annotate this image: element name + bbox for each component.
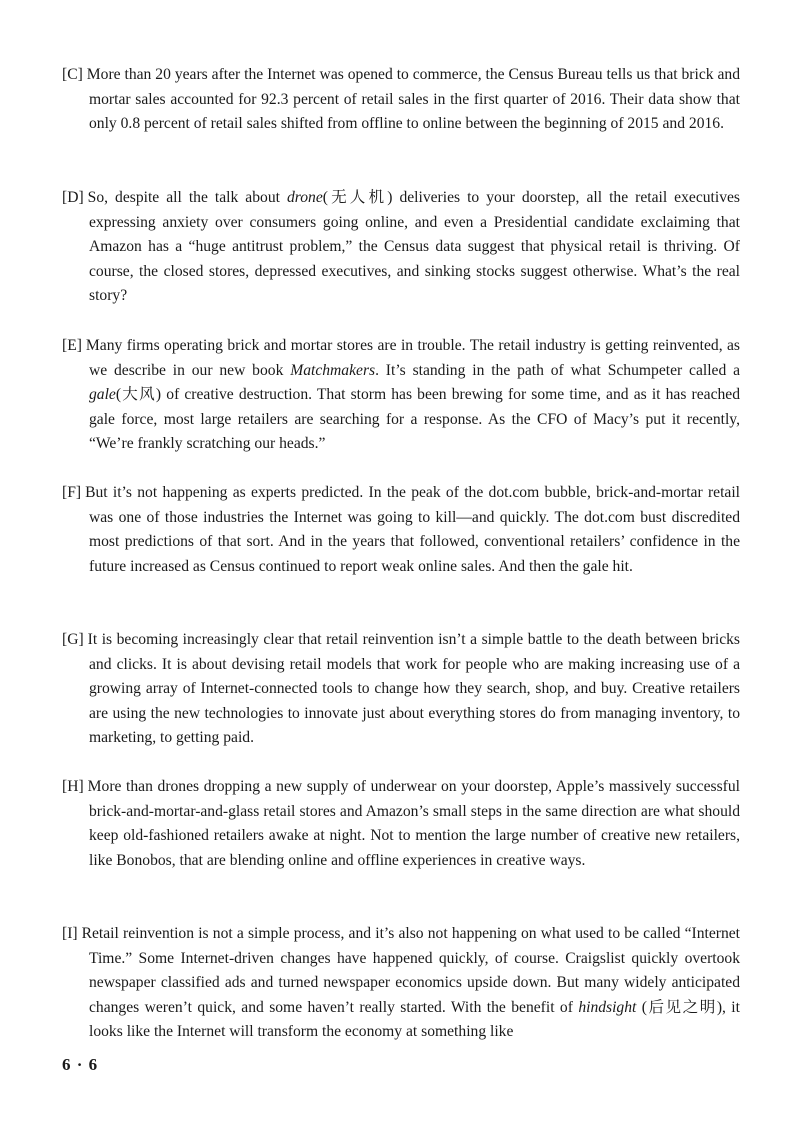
paragraph-text: More than drones dropping a new supply of underwear on your doorstep, Apple’s massively successful brick-and-mortar-and-glass retail stores and Amazon’s small steps in the same direction are what should keep old-fashioned retailers awake at night. Not to mention the large number of creative new retailers, like Bonobos, that are blending online and offline experiences in creative ways.	[87, 778, 740, 869]
paragraph-label: [C]	[62, 66, 83, 83]
paragraph-text: More than 20 years after the Internet was opened to commerce, the Census Bureau tells us that brick and mortar sales accounted for 92.3 percent of retail sales in the first quarter of 2016. Their data show that only 0.8 percent of retail sales shifted from offline to online between the beginning of 2015 and 2016.	[86, 66, 740, 132]
paragraph-g	[62, 628, 740, 751]
paragraph-label: [E]	[62, 337, 82, 354]
page-number: 6 · 6	[62, 1055, 99, 1074]
paragraph-label: [H]	[62, 778, 84, 795]
glossary-term: drone	[286, 189, 323, 206]
paragraph-text: . It’s standing in the path of what Schumpeter called a	[375, 361, 741, 379]
paragraph-text: deliveries to your doorstep, all the retail executives expressing anxiety over consumers going online, and even a Presidential candidate exclaiming that Amazon has a “huge antitrust problem,” the Census data suggest that physical retail is thriving. Of course, the closed stores, depressed executives, and sinking stocks suggest otherwise. What’s the real story?	[89, 189, 740, 304]
paragraph-d	[62, 186, 740, 309]
paragraph-f	[62, 481, 740, 579]
glossary-gloss: (后见之明)	[636, 998, 723, 1016]
paragraph-text: Many firms operating brick and mortar stores are in trouble. The retail industry is getting reinvented, as we describe in our new book	[85, 337, 740, 379]
glossary-gloss: (大风)	[115, 386, 162, 403]
paragraph-c	[62, 63, 740, 137]
paragraph-text: , it looks like the Internet will transform the economy at something like	[89, 998, 740, 1040]
paragraph-label: [F]	[62, 484, 82, 501]
paragraph-label: [D]	[62, 189, 84, 206]
book-title: Matchmakers	[290, 361, 376, 379]
paragraph-e	[62, 334, 740, 457]
paragraph-h	[62, 775, 740, 873]
paragraph-text: But it’s not happening as experts predicted. In the peak of the dot.com bubble, brick-and-mortar retail was one of those industries the Internet was going to kill—and quickly. The dot.com bust discredited most predictions of that sort. And in the years that followed, conventional retailers’ confidence in the future increased as Census continued to report weak online sales. And then the gale hit.	[85, 484, 740, 575]
paragraph-i	[62, 922, 740, 1045]
paragraph-text: of creative destruction. That storm has been brewing for some time, and as it has reached gale force, most large retailers are searching for a response. As the CFO of Macy’s put it recently, “We’re frankly scratching our heads.”	[89, 386, 741, 452]
paragraph-label: [I]	[62, 925, 78, 942]
glossary-gloss: (无人机)	[322, 189, 393, 206]
glossary-term: gale	[89, 386, 116, 403]
glossary-term: hindsight	[578, 998, 637, 1016]
paragraph-text: So, despite all the talk about	[87, 189, 287, 206]
paragraph-label: [G]	[62, 631, 84, 648]
paragraph-text: It is becoming increasingly clear that retail reinvention isn’t a simple battle to the death between bricks and clicks. It is about devising retail models that work for people who are making increasing use of a growing array of Internet-connected tools to change how they search, shop, and buy. Creative retailers are using the new technologies to innovate just about everything stores do from managing inventory, to marketing, to getting paid.	[87, 631, 740, 746]
paragraph-text: Retail reinvention is not a simple process, and it’s also not happening on what used to be called “Internet Time.” Some Internet-driven changes have happened quickly, of course. Craigslist quickly overtook newspaper classified ads and turned newspaper economics upside down. But many widely anticipated changes weren’t quick, and some haven’t really started. With the benefit of	[81, 925, 740, 1016]
